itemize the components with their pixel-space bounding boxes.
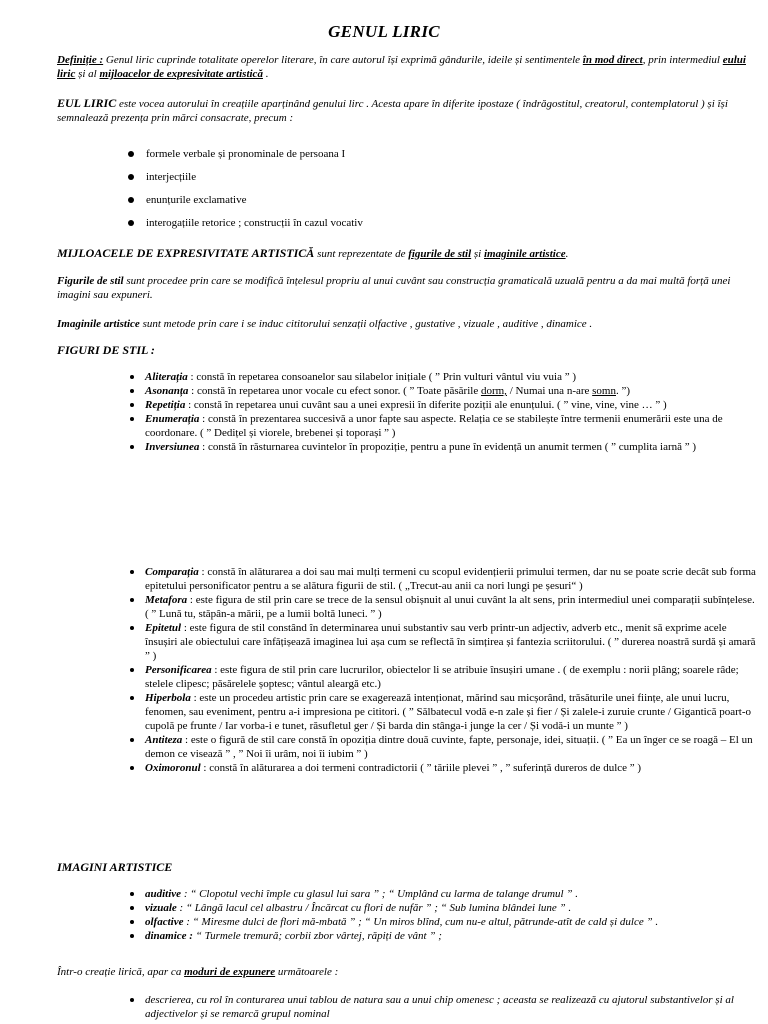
list-item: Asonanța : constă în repetarea unor vocale cu efect sonor. ( ” Toate păsările dorm, / Numai una n-are somn. ”) xyxy=(130,384,760,398)
list-item: enunțurile exclamative xyxy=(128,193,748,216)
list-item: olfactive : “ Miresme dulci de flori mă-mbată ” ; “ Un miros blînd, cum nu-e altul, pătrunde-atît de cald și dulce ” . xyxy=(130,915,760,929)
list-item: Metafora : este figura de stil prin care se trece de la sensul obișnuit al unui cuvânt la alt sens, prin intermediul unei comparații subînțelese. ( ” Lună tu, stăpân-a mării, pe a lumii boltă luneci. ” ) xyxy=(130,593,760,621)
definition-paragraph: Definiție : Genul liric cuprinde totalitate operelor literare, în care autorul își exprimă gândurile, ideile și sentimentele în mod direct, prin intermediul eului liric și al mijloacelor de expresivitate artistică . xyxy=(57,54,746,80)
list-item: Comparația : constă în alăturarea a doi sau mai mulți termeni cu scopul evidențierii primului termen, dar nu se poate scrie decât sub forma epitetului personificator pentru a se alătura figurii de stil. ( „Trecut-au anii ca nori lungi pe șesuri“ ) xyxy=(130,565,760,593)
list-item: Aliterația : constă în repetarea consoanelor sau silabelor inițiale ( ” Prin vulturi vântul viu vuia ” ) xyxy=(130,370,760,384)
imaginile-definition: Imaginile artistice sunt metode prin care i se induc cititorului senzații olfactive , gustative , vizuale , auditive , dinamice . xyxy=(57,318,593,330)
mijloace-paragraph: MIJLOACELE DE EXPRESIVITATE ARTISTICĂ sunt reprezentate de figurile de stil și imaginile artistice. xyxy=(57,246,569,260)
list-item: Inversiunea : constă în răsturnarea cuvintelor în propoziție, pentru a pune în evidență un anumit termen ( ” cumplita iarnă ” ) xyxy=(130,440,760,454)
list-item: Oximoronul : constă în alăturarea a doi termeni contradictorii ( ” tăriile plevei ” , ” suferință dureros de dulce ” ) xyxy=(130,761,760,775)
eul-liric-label: EUL LIRIC xyxy=(57,96,117,110)
imagini-list xyxy=(130,887,760,943)
list-item: Epitetul : este figura de stil constând în determinarea unui substantiv sau verb printr-un adjectiv, adverb etc., menit să exprime acele însușiri ale obiectului care înfățișează imaginea lui așa cum se reflectă în simțirea și fantezia scriitorului. ( ” durerea noastră surdă și amară ” ) xyxy=(130,621,760,663)
list-item: Personificarea : este figura de stil prin care lucrurilor, obiectelor li se atribuie însușiri umane . ( de exemplu : norii plâng; soarele râde; stelele clipesc; păsărelele șoptesc; vântul aleargă etc.) xyxy=(130,663,760,691)
list-item: Hiperbola : este un procedeu artistic prin care se exagerează intenționat, mărind sau micșorând, trăsăturile unei ființe, ale unui lucru, fenomen, sau eveniment, pentru a-i impresiona pe cititori. ( ” Sălbatecul vodă e-n zale și fier / Și zalele-i zuruie crunte / Gigantică poart-o cupolă pe frunte / Iar vorba-i e tunet, răsufletul ger / Și barda din stânga-i junge la cer / Și vodă-i un munte ” ) xyxy=(130,691,760,733)
list-item: interogațiile retorice ; construcții în cazul vocativ xyxy=(128,216,748,239)
figurile-label: Figurile de stil xyxy=(57,275,124,287)
marci-list xyxy=(128,147,748,239)
imaginile-label: Imaginile artistice xyxy=(57,318,140,330)
list-item: auditive : “ Clopotul vechi împle cu glasul lui sara ” ; “ Umplând cu larma de talange drumul ” . xyxy=(130,887,760,901)
page-title: GENUL LIRIC xyxy=(328,22,440,41)
list-item: formele verbale și pronominale de persoana I xyxy=(128,147,748,170)
mijloace-label: MIJLOACELE DE EXPRESIVITATE ARTISTICĂ xyxy=(57,246,315,260)
moduri-paragraph: Într-o creație lirică, apar ca moduri de expunere următoarele : xyxy=(57,966,339,978)
list-item: Enumerația : constă în prezentarea succesivă a unor fapte sau aspecte. Relația ce se stabilește între termenii enumerării este una de coordonare. ( ” Dedițel și viorele, brebenei și toporași ” ) xyxy=(130,412,760,440)
list-item: vizuale : “ Lângă lacul cel albastru / Încărcat cu flori de nufăr ” ; “ Sub lumina blândei lune ” . xyxy=(130,901,760,915)
moduri-list xyxy=(130,993,760,1021)
figurile-definition: Figurile de stil sunt procedee prin care se modifică înțelesul propriu al unui cuvânt sau construcția gramaticală uzuală pentru a da mai multă forță unei imagini sau expuneri. xyxy=(57,275,731,301)
list-item: Antiteza : este o figură de stil care constă în opoziția dintre două cuvinte, fapte, personaje, idei, situații. ( ” Ea un înger ce se roagă – El un demon ce visează ” , ” Noi îi urâm, noi îi iubim ” ) xyxy=(130,733,760,761)
list-item: Repetiția : constă în repetarea unui cuvânt sau a unei expresii în diferite poziții ale enunțului. ( ” vine, vine, vine … ” ) xyxy=(130,398,760,412)
eul-liric-paragraph: EUL LIRIC este vocea autorului în creațiile aparținând genului lirc . Acesta apare în diferite ipostaze ( îndrăgostitul, creatorul, contemplatorul ) și își semnalează prezența prin mărci consacrate, precum : xyxy=(57,96,728,124)
imagini-heading: IMAGINI ARTISTICE xyxy=(57,860,173,874)
list-item: descrierea, cu rol în conturarea unui tablou de natura sau a unui chip omenesc ; aceasta se realizează cu ajutorul substantivelor și al adjectivelor și se remarcă grupul nominal xyxy=(130,993,760,1021)
definition-label: Definiție : xyxy=(57,54,104,66)
figuri-list-2 xyxy=(130,565,760,775)
figuri-list-1 xyxy=(130,370,760,454)
list-item: dinamice : “ Turmele tremură; corbii zbor vârtej, răpiți de vânt ” ; xyxy=(130,929,760,943)
list-item: interjecțiile xyxy=(128,170,748,193)
figuri-heading: FIGURI DE STIL : xyxy=(57,343,155,357)
